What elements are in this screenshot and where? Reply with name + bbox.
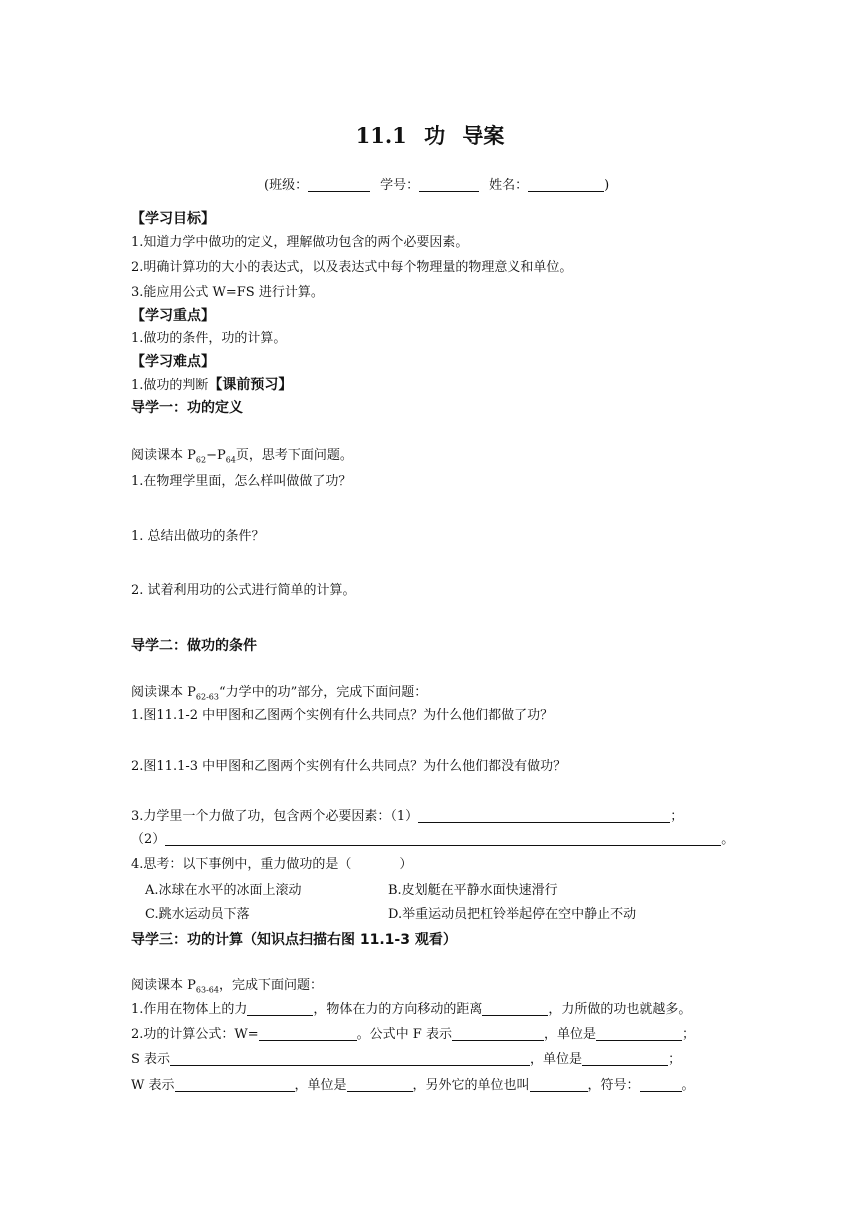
student-number-blank[interactable] <box>419 177 479 192</box>
question-text: （2） <box>131 832 166 847</box>
part2-reading <box>131 683 427 708</box>
part3-question-1 <box>131 1000 691 1020</box>
question-text: S 表示 <box>131 1052 171 1067</box>
s-unit-blank[interactable] <box>582 1051 668 1066</box>
name-label: 姓名： <box>489 178 529 193</box>
goals-heading: 【学习目标】 <box>131 211 215 227</box>
part1-reading <box>131 446 353 471</box>
read-text: 阅读课本 P <box>131 448 196 463</box>
question-text: 4.思考：以下事例中，重力做功的是（ <box>131 857 352 872</box>
question-text: ，力所做的功也就越多。 <box>548 1002 692 1017</box>
part2-question-2: 2.图11.1-3 中甲图和乙图两个实例有什么共同点？为什么他们都没有做功？ <box>131 759 567 774</box>
page-sub: 62-63 <box>195 692 219 702</box>
part2-question-1: 1.图11.1-2 中甲图和乙图两个实例有什么共同点？为什么他们都做了功？ <box>131 708 554 723</box>
class-blank[interactable] <box>308 177 370 192</box>
formula-blank[interactable] <box>259 1026 357 1041</box>
read-text: 阅读课本 P <box>131 978 196 993</box>
part3-question-2 <box>131 1025 695 1045</box>
read-text: 页，思考下面问题。 <box>235 448 353 463</box>
page-title <box>0 120 860 150</box>
question-text: 1.作用在物体上的力 <box>131 1002 248 1017</box>
read-text: 阅读课本 P <box>131 685 196 700</box>
class-label: (班级： <box>264 178 309 193</box>
w-meaning-blank[interactable] <box>175 1077 295 1092</box>
student-number-label: 学号： <box>380 178 420 193</box>
part3-heading: 导学三：功的计算（知识点扫描右图 11.1-3 观看） <box>131 932 457 948</box>
title-word-daoan: 导案 <box>462 123 505 148</box>
part1-question-1: 1.在物理学里面，怎么样叫做做了功？ <box>131 474 352 489</box>
f-unit-blank[interactable] <box>596 1026 682 1041</box>
option-d: D.举重运动员把杠铃举起停在空中静止不动 <box>388 907 637 922</box>
read-text: ，完成下面问题： <box>218 978 323 993</box>
option-c: C.跳水运动员下落 <box>145 907 250 922</box>
part2-question-3a <box>131 807 683 827</box>
part3-s-line <box>131 1050 681 1070</box>
part1-heading: 导学一：功的定义 <box>131 400 243 416</box>
punct: 。 <box>681 1078 695 1093</box>
focus-heading: 【学习重点】 <box>131 308 215 324</box>
difficulty-heading: 【学习难点】 <box>131 354 215 370</box>
question-text: W 表示 <box>131 1078 175 1093</box>
part2-heading: 导学二：做功的条件 <box>131 638 257 654</box>
punct: ； <box>681 1027 695 1042</box>
factor-2-blank[interactable] <box>165 831 721 846</box>
title-number: 11.1 <box>355 123 407 148</box>
f-meaning-blank[interactable] <box>452 1026 544 1041</box>
part2-question-4 <box>131 855 412 875</box>
punct: 。 <box>721 832 735 847</box>
question-text: ，另外它的单位也叫 <box>412 1078 530 1093</box>
goal-item-1: 1.知道力学中做功的定义，理解做功包含的两个必要因素。 <box>131 235 469 250</box>
page-sub: 64 <box>225 455 236 465</box>
read-text: −P <box>206 448 226 463</box>
question-text: ，物体在力的方向移动的距离 <box>313 1002 483 1017</box>
punct: ； <box>670 809 684 824</box>
read-text: “力学中的功”部分，完成下面问题： <box>218 685 428 700</box>
goal-item-2: 2.明确计算功的大小的表达式，以及表达式中每个物理量的物理意义和单位。 <box>131 260 573 275</box>
w-symbol-blank[interactable] <box>640 1077 682 1092</box>
question-text: 3.力学里一个力做了功，包含两个必要因素：（1） <box>131 809 419 824</box>
punct: ） <box>399 857 413 872</box>
difficulty-item <box>131 375 292 396</box>
question-text: ，符号： <box>587 1078 640 1093</box>
focus-item: 1.做功的条件，功的计算。 <box>131 331 287 346</box>
w-alt-unit-blank[interactable] <box>530 1077 588 1092</box>
info-close: ) <box>604 178 610 193</box>
factor-1-blank[interactable] <box>418 808 670 823</box>
part1-question-3: 2. 试着利用功的公式进行简单的计算。 <box>131 583 356 598</box>
option-b: B.皮划艇在平静水面快速滑行 <box>388 883 558 898</box>
option-a: A.冰球在水平的冰面上滚动 <box>145 883 302 898</box>
goal-item-3: 3.能应用公式 W=FS 进行计算。 <box>131 285 324 300</box>
question-text: 2.功的计算公式：W= <box>131 1027 259 1042</box>
question-text: 。公式中 F 表示 <box>356 1027 452 1042</box>
distance-blank[interactable] <box>482 1001 548 1016</box>
difficulty-text: 1.做功的判断 <box>131 378 209 393</box>
student-info-line <box>264 174 609 193</box>
title-word-gong: 功 <box>424 123 446 148</box>
question-text: ，单位是 <box>543 1027 596 1042</box>
part1-question-2: 1. 总结出做功的条件？ <box>131 529 265 544</box>
question-text: ，单位是 <box>294 1078 347 1093</box>
page-sub: 63-64 <box>195 985 219 995</box>
force-blank[interactable] <box>247 1001 313 1016</box>
s-meaning-blank[interactable] <box>170 1051 530 1066</box>
part3-reading <box>131 976 323 1001</box>
w-unit-blank[interactable] <box>347 1077 413 1092</box>
page-sub: 62 <box>195 455 207 465</box>
part2-question-3b <box>131 830 734 850</box>
name-blank[interactable] <box>528 177 604 192</box>
question-text: ，单位是 <box>530 1052 583 1067</box>
punct: ； <box>668 1052 682 1067</box>
part3-w-line <box>131 1076 695 1096</box>
preview-heading: 【课前预习】 <box>208 377 293 393</box>
